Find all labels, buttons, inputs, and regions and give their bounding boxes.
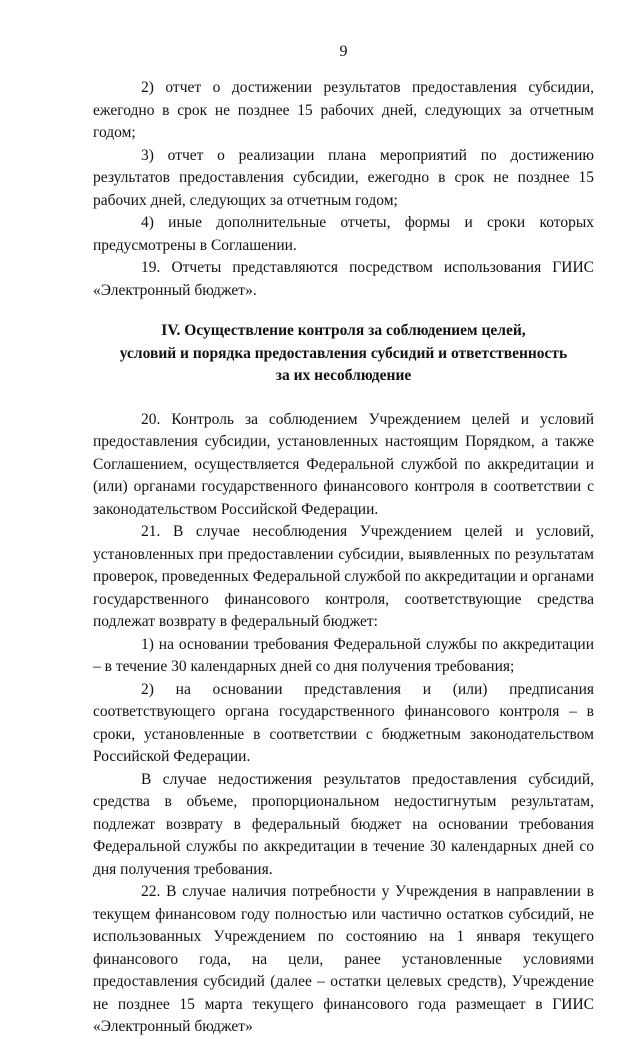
paragraph-reporting-plan: 3) отчет о реализации плана мероприятий по достижению результатов предоставления субсидии, ежегодно в срок не позднее 15 рабочих дней, следующих за отчетным годом; (93, 146, 594, 209)
section-heading-line-3: за их несоблюдение (275, 367, 412, 384)
paragraph-21: 21. В случае несоблюдения Учреждением целей и условий, установленных при предоставлении субсидии, выявленных по результатам проверок, проведенных Федеральной службой по аккредитации и органами государственного финансового контроля, соответствующие средства подлежат возврату в федеральный бюджет: (93, 523, 594, 630)
paragraph-other-reports: 4) иные дополнительные отчеты, формы и сроки которых предусмотрены в Соглашении. (93, 214, 594, 254)
paragraph-22: 22. В случае наличия потребности у Учреждения в направлении в текущем финансовом году полностью или частично остатков субсидий, не использованных Учреждением по состоянию на 1 января текущего финансового года, на цели, ранее установленные условиями предоставления субсидий (далее – остатки целевых средств), Учреждение не позднее 15 марта текущего финансового года размещает в ГИИС «Электронный бюджет» (93, 883, 594, 1035)
page-number: 9 (339, 43, 348, 60)
paragraph-21-item-1: 1) на основании требования Федеральной службы по аккредитации – в течение 30 календарных дней со дня получения требования; (93, 635, 594, 675)
paragraph-20: 20. Контроль за соблюдением Учреждением целей и условий предоставления субсидии, установленных настоящим Порядком, а также Соглашением, осуществляется Федеральной службой по аккредитации и (или) органами государственного финансового контроля в соответствии с законодательством Российской Федерации. (93, 410, 594, 518)
paragraph-19: 19. Отчеты представляются посредством использования ГИИС «Электронный бюджет». (93, 259, 594, 299)
paragraph-non-achievement: В случае недостижения результатов предоставления субсидий, средства в объеме, пропорциональном недостигнутым результатам, подлежат возврату в федеральный бюджет на основании требования Федеральной службы по аккредитации в течение 30 календарных дней со дня получения требования. (93, 770, 594, 878)
section-heading-line-2: условий и порядка предоставления субсидий и ответственность (119, 344, 568, 362)
paragraph-21-item-2: 2) на основании представления и (или) предписания соответствующего органа государственного финансового контроля – в сроки, установленные в соответствии с бюджетным законодательством Российской Федерации. (93, 680, 594, 765)
section-heading (93, 320, 594, 388)
paragraph-reporting-achievement: 2) отчет о достижении результатов предоставления субсидии, ежегодно в срок не позднее 15 рабочих дней, следующих за отчетным годом; (93, 79, 594, 141)
section-heading-line-1: IV. Осуществление контроля за соблюдением целей, (161, 322, 526, 339)
